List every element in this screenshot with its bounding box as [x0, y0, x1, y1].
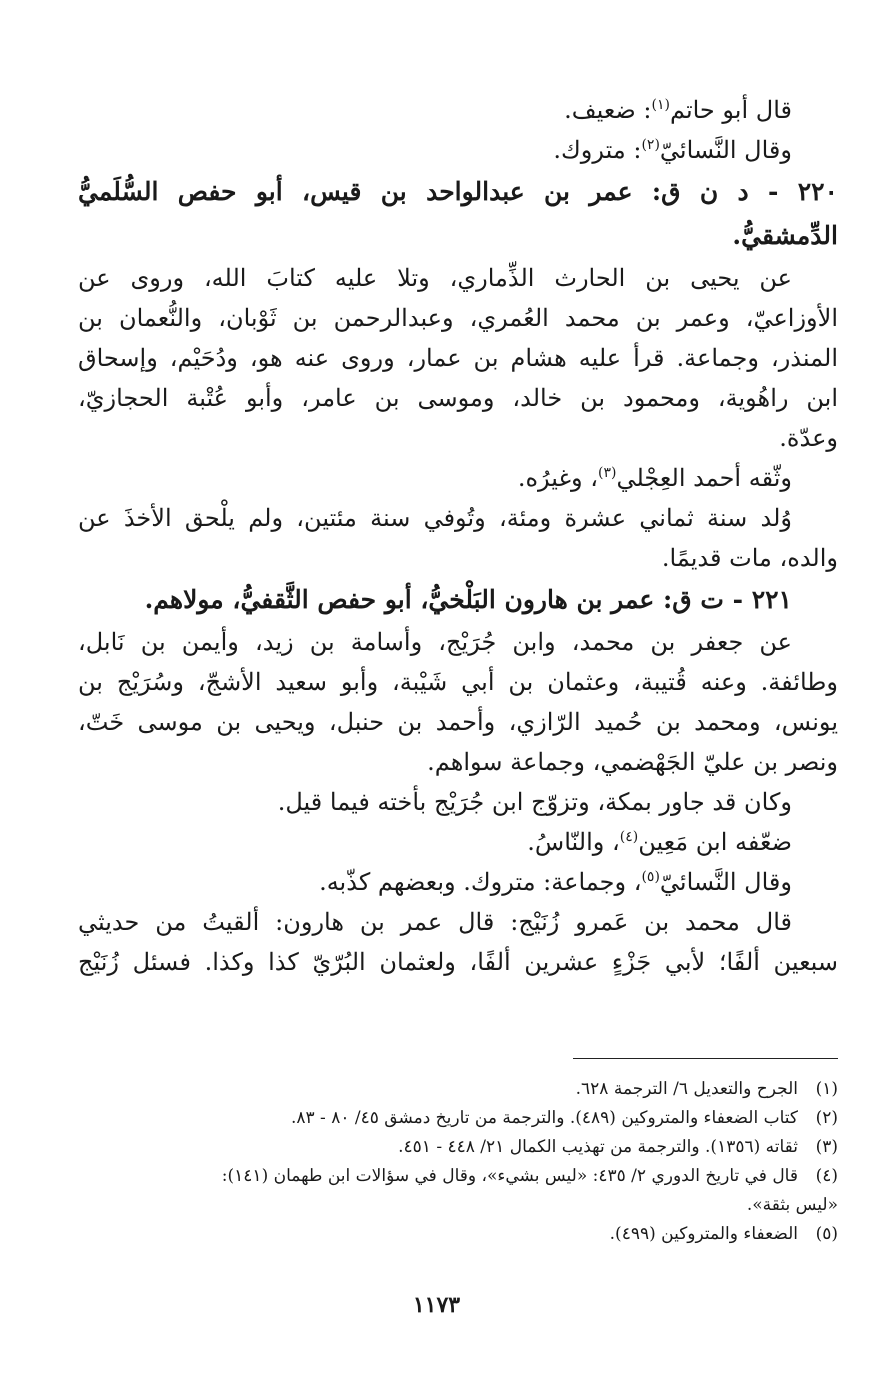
- footnote: [60, 1220, 838, 1249]
- footnotes: [60, 1075, 838, 1249]
- text-line: المنذر، وجماعة. قرأ عليه هشام بن عمار، وروى عنه هو، ودُحَيْم، وإسحاق: [78, 344, 838, 372]
- footnote-text: ثقاته (١٣٥٦). والترجمة من تهذيب الكمال ٢١/ ٤٤٨ - ٤٥١.: [398, 1137, 798, 1157]
- footnote-number: (٣): [815, 1137, 838, 1157]
- footnote-text: كتاب الضعفاء والمتروكين (٤٨٩). والترجمة من تاريخ دمشق ٤٥/ ٨٠ - ٨٣.: [290, 1108, 798, 1128]
- text-line: والده، مات قديمًا.: [661, 544, 838, 572]
- footnote: [60, 1075, 838, 1104]
- footnote-text: الجرح والتعديل ٦/ الترجمة ٦٢٨.: [575, 1079, 798, 1099]
- entry-heading-221: ٢٢١ - ت ق: عمر بن هارون البَلْخيُّ، أبو حفص الثَّقفيُّ، مولاهم.: [144, 585, 792, 614]
- footnote-number: (٤): [815, 1166, 838, 1186]
- footnote-number: (٥): [815, 1224, 838, 1244]
- text-line: سبعين ألفًا؛ لأبي جَزْءٍ عشرين ألفًا، ولعثمان البُرّيّ كذا وكذا. فسئل زُنَيْج: [78, 948, 838, 976]
- text-line: قال أبو حاتم$^{(١)}$: ضعيف.: [564, 96, 792, 124]
- footnote-separator: [573, 1058, 838, 1059]
- footnote-number: (٢): [815, 1108, 838, 1128]
- text-line: ونصر بن عليّ الجَهْضمي، وجماعة سواهم.: [427, 748, 838, 776]
- text-line: عن يحيى بن الحارث الذِّماري، وتلا عليه كتابَ الله، وروى عن: [78, 264, 792, 292]
- text-line: قال محمد بن عَمرو زُنَيْج: قال عمر بن هارون: ألقيتُ من حديثي: [78, 908, 792, 936]
- text-line: يونس، ومحمد بن حُميد الرّازي، وأحمد بن حنبل، ويحيى بن موسى خَتّ،: [78, 708, 839, 736]
- text-line: ضعّفه ابن مَعِين$^{(٤)}$، والنّاسُ.: [527, 828, 792, 856]
- entry-heading-220-cont: الدِّمشقيُّ.: [732, 221, 838, 250]
- footnote-ref: (٢): [641, 137, 660, 153]
- footnote: [60, 1133, 838, 1162]
- page-number: ١١٧٣: [412, 1292, 461, 1318]
- text-line: عن جعفر بن محمد، وابن جُرَيْج، وأسامة بن زيد، وأيمن بن نَابل،: [78, 628, 792, 656]
- text-line: وطائفة. وعنه قُتيبة، وعثمان بن أبي شَيْبة، وأبو سعيد الأشجّ، وسُرَيْج بن: [78, 668, 838, 696]
- footnote: [60, 1104, 838, 1133]
- main-text: [78, 90, 838, 982]
- footnote-ref: (٣): [598, 465, 617, 481]
- footnote-ref: (٥): [641, 869, 660, 885]
- text-line: ابن راهُوية، ومحمود بن خالد، وموسى بن عامر، وأبو عُتْبة الحجازيّ،: [78, 384, 838, 412]
- footnote-text: الضعفاء والمتروكين (٤٩٩).: [609, 1224, 798, 1244]
- entry-heading-220: ٢٢٠ - د ن ق: عمر بن عبدالواحد بن قيس، أبو حفص السُّلَميُّ: [78, 177, 838, 206]
- text-line: وقال النَّسائيّ$^{(٥)}$، وجماعة: متروك. وبعضهم كذّبه.: [319, 868, 792, 896]
- footnote-ref: (٤): [619, 829, 639, 845]
- footnote-continuation: «ليس بثقة».: [746, 1195, 838, 1215]
- text-line: وثّقه أحمد العِجْلي$^{(٣)}$، وغيرُه.: [517, 464, 792, 492]
- text-line: وُلد سنة ثماني عشرة ومئة، وتُوفي سنة مئتين، ولم يلْحق الأخذَ عن: [78, 504, 792, 532]
- text-line: الأوزاعيّ، وعمر بن محمد العُمري، وعبدالرحمن بن ثَوْبان، والنُّعمان بن: [78, 304, 838, 332]
- footnote-number: (١): [815, 1079, 838, 1099]
- text-line: وكان قد جاور بمكة، وتزوّج ابن جُرَيْج بأخته فيما قيل.: [277, 788, 792, 816]
- text-line: وقال النَّسائيّ$^{(٢)}$: متروك.: [553, 136, 792, 164]
- footnote: [60, 1162, 838, 1191]
- footnote-ref: (١): [651, 97, 670, 113]
- text-line: وعدّة.: [779, 424, 838, 452]
- footnote-text: قال في تاريخ الدوري ٢/ ٤٣٥: «ليس بشيء»، وقال في سؤالات ابن طهمان (١٤١):: [221, 1166, 798, 1186]
